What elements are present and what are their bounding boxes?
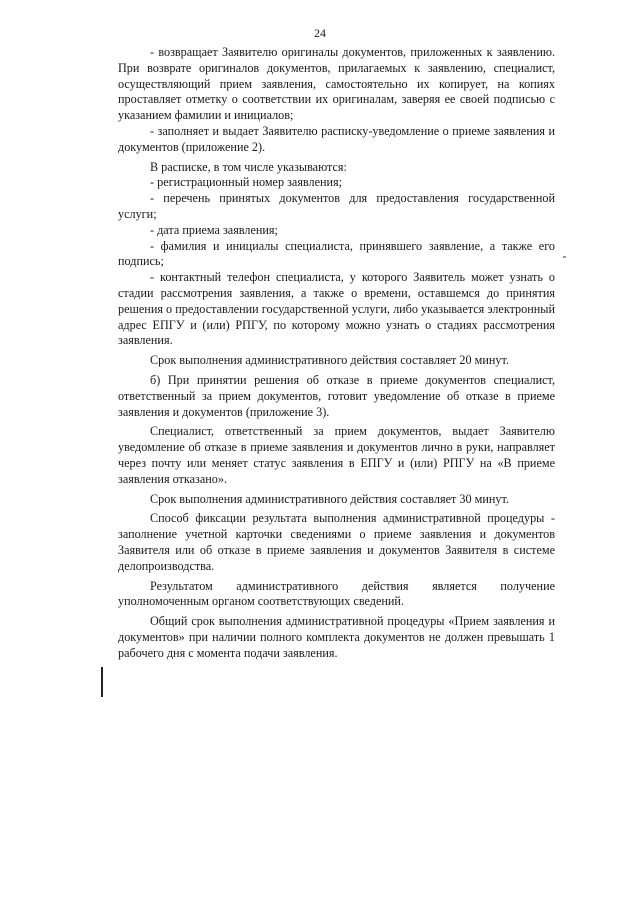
paragraph-deadline-30: Срок выполнения административного действия составляет 30 минут. [150, 491, 509, 506]
page-number: 24 [314, 26, 326, 40]
list-item-date: - дата приема заявления; [150, 222, 278, 237]
list-item-registration-number: - регистрационный номер заявления; [150, 175, 343, 190]
scan-speck [563, 256, 566, 258]
paragraph-fixation-method: Способ фиксации результата выполнения административной процедуры - заполнение учетной карточки сведениями о приеме заявления и документов Заявителя или об отказе в приеме заявления и документов Заявителя в системе делопроизводства. [118, 511, 555, 573]
paragraph-return-originals: - возвращает Заявителю оригиналы документов, приложенных к заявлению. При возврате оригиналов документов, прилагаемых к заявлению, специалист, осуществляющий прием заявления, самостоятельно их копирует, на копиях проставляет отметку о соответствии их оригиналам, заверяя ее своей подписью с указанием фамилии и инициалов; [118, 45, 555, 123]
list-item-contact-phone: - контактный телефон специалиста, у которого Заявитель может узнать о стадии рассмотрения заявления, а также о времени, оставшемся до принятия решения о предоставлении государственной услуги, либо указывается электронный адрес ЕПГУ и (или) РПГУ, по которому можно узнать о стадиях рассмотрения заявления. [118, 270, 555, 348]
paragraph-receipt-intro: В расписке, в том числе указываются: [150, 159, 347, 174]
paragraph-result: Результатом административного действия является получение уполномоченным органом соответствующих сведений. [118, 578, 555, 609]
paragraph-refusal-notice: Специалист, ответственный за прием документов, выдает Заявителю уведомление об отказе в приеме заявления и документов лично в руки, направляет через почту или меняет статус заявления в ЕПГУ и (или) РПГУ на «В приеме заявления отказано». [118, 424, 555, 486]
paragraph-deadline-20: Срок выполнения административного действия составляет 20 минут. [150, 353, 509, 368]
paragraph-issue-receipt: - заполняет и выдает Заявителю расписку-уведомление о приеме заявления и документов (приложение 2). [118, 123, 555, 154]
margin-mark [101, 667, 103, 697]
document-body [118, 45, 555, 661]
list-item-documents-list: - перечень принятых документов для предоставления государственной услуги; [118, 191, 555, 221]
paragraph-total-deadline: Общий срок выполнения административной процедуры «Прием заявления и документов» при наличии полного комплекта документов не должен превышать 1 рабочего дня с момента подачи заявления. [118, 614, 555, 660]
list-item-specialist-name: - фамилия и инициалы специалиста, принявшего заявление, а также его подпись; [118, 238, 555, 269]
paragraph-refusal-decision: б) При принятии решения об отказе в приеме документов специалист, ответственный за прием документов, готовит уведомление об отказе в приеме заявления и документов (приложение 3). [118, 372, 555, 419]
